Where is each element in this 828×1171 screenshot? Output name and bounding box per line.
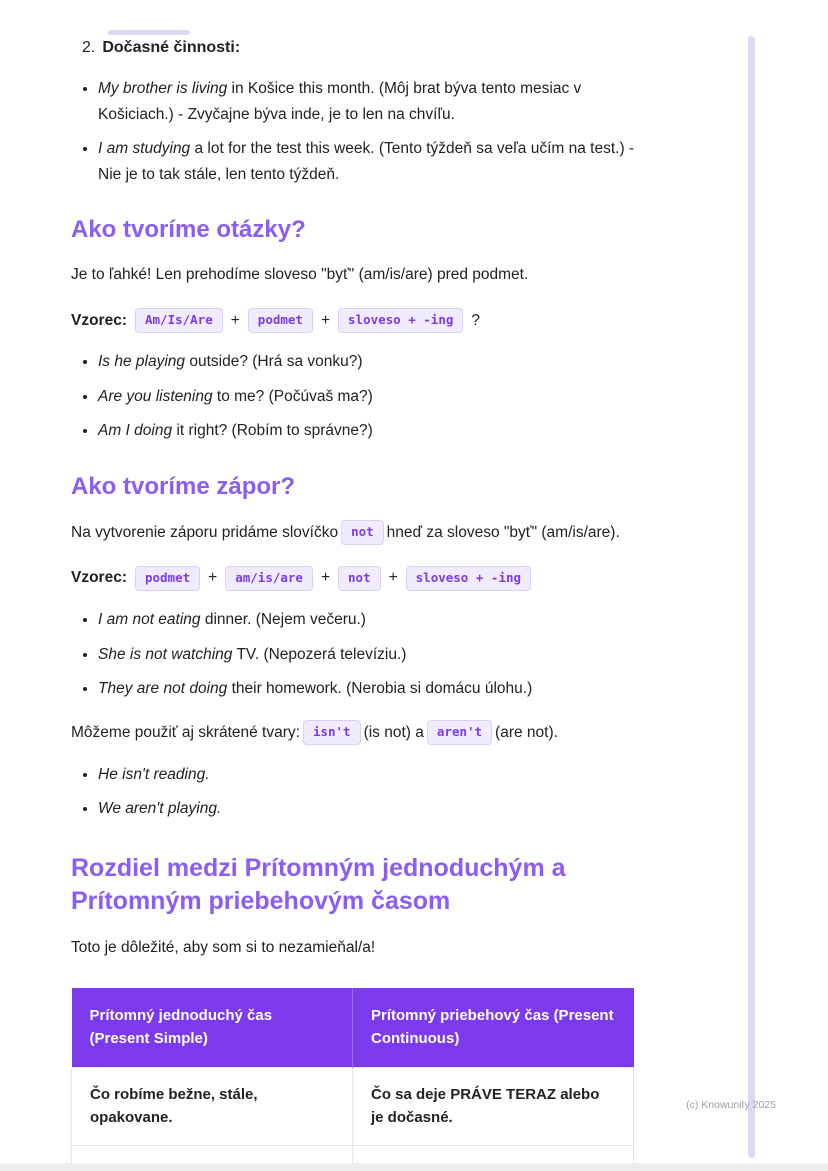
negation-formula-row xyxy=(71,566,640,591)
table-header-cell: Prítomný jednoduchý čas (Present Simple) xyxy=(72,988,353,1068)
example-translation: outside? (Hrá sa vonku?) xyxy=(185,353,363,371)
table-row xyxy=(72,1068,634,1146)
item-title: Dočasné činnosti: xyxy=(102,39,241,56)
list-item xyxy=(98,384,640,410)
example-phrase: Are you listening xyxy=(98,387,213,405)
numbered-list-item xyxy=(71,36,640,60)
example-translation: to me? (Počúvaš ma?) xyxy=(212,387,373,405)
negation-intro-suffix: hneď za sloveso "byť" (am/is/are). xyxy=(386,523,620,541)
temporary-activities-list xyxy=(71,76,640,187)
formula-plus: + xyxy=(320,569,331,587)
list-item xyxy=(98,76,640,127)
formula-chip: am/is/are xyxy=(225,566,313,591)
example-translation: their homework. (Nerobia si domácu úlohu.) xyxy=(227,680,533,698)
short-forms-mid: (is not) a xyxy=(363,723,424,741)
example-translation: in Košice this month. (Môj brat býva tento mesiac v Košiciach.) - Zvyčajne býva inde, je to len na chvíľu. xyxy=(98,80,582,123)
example-translation: it right? (Robím to správne?) xyxy=(172,422,373,440)
section-heading-negation: Ako tvoríme zápor? xyxy=(71,472,296,500)
comparison-note: Toto je dôležité, aby som si to nezamieňal/a! xyxy=(71,938,376,956)
copyright-label: (c) Knowunity 2025 xyxy=(686,1099,776,1111)
negation-examples-list xyxy=(71,607,640,702)
section-heading-questions: Ako tvoríme otázky? xyxy=(71,216,306,244)
list-item xyxy=(98,676,640,702)
inline-chip-isnt: isn't xyxy=(303,720,361,745)
list-item xyxy=(98,642,640,668)
formula-label: Vzorec: xyxy=(71,311,127,329)
comparison-table xyxy=(71,988,634,1171)
example-phrase: My brother is living xyxy=(98,80,228,97)
example-phrase: I am not eating xyxy=(98,611,201,629)
example-translation: dinner. (Nejem večeru.) xyxy=(200,611,366,629)
short-forms-suffix: (are not). xyxy=(495,723,558,741)
formula-suffix: ? xyxy=(471,311,480,329)
example-translation: TV. (Nepozerá televíziu.) xyxy=(232,645,407,663)
formula-label: Vzorec: xyxy=(71,569,127,587)
table-header-cell: Prítomný priebehový čas (Present Continuous) xyxy=(353,988,634,1068)
example-translation: a lot for the test this week. (Tento týždeň sa veľa učím na test.) - Nie je to tak stále, len tento týždeň. xyxy=(98,140,635,183)
formula-chip: podmet xyxy=(135,566,200,591)
document-content xyxy=(71,36,640,1171)
example-phrase: Is he playing xyxy=(98,353,186,371)
example-phrase: She is not watching xyxy=(98,645,233,663)
formula-plus: + xyxy=(320,311,331,329)
formula-plus: + xyxy=(208,569,218,587)
formula-chip: sloveso + -ing xyxy=(338,308,463,333)
negation-intro xyxy=(71,520,640,546)
example-phrase: He isn't reading. xyxy=(98,765,210,783)
question-formula-row xyxy=(71,308,640,333)
formula-chip: Am/Is/Are xyxy=(135,308,223,333)
example-phrase: I am studying xyxy=(98,140,191,158)
formula-chip: not xyxy=(338,566,381,591)
short-forms-prefix: Môžeme použiť aj skrátené tvary: xyxy=(71,723,300,741)
negation-intro-prefix: Na vytvorenie záporu pridáme slovíčko xyxy=(71,523,339,541)
example-phrase: Am I doing xyxy=(98,422,173,440)
list-item xyxy=(98,607,640,633)
page-bottom-divider xyxy=(0,1163,828,1171)
list-item xyxy=(98,796,640,822)
section-heading-comparison: Rozdiel medzi Prítomným jednoduchým a Prítomným priebehovým časom xyxy=(71,853,566,915)
formula-plus: + xyxy=(230,311,240,329)
list-item xyxy=(98,762,640,788)
inline-chip-arent: aren't xyxy=(427,720,492,745)
right-accent-bar xyxy=(748,36,755,1158)
short-forms-examples-list xyxy=(71,762,640,822)
example-phrase: They are not doing xyxy=(98,680,228,698)
list-item xyxy=(98,136,640,187)
table-cell: Čo sa deje PRÁVE TERAZ alebo je dočasné. xyxy=(353,1068,634,1146)
table-cell: Čo robíme bežne, stále, opakovane. xyxy=(72,1068,353,1146)
top-accent-bar xyxy=(108,30,190,35)
formula-chip: sloveso + -ing xyxy=(406,566,531,591)
formula-chip: podmet xyxy=(248,308,313,333)
questions-intro: Je to ľahké! Len prehodíme sloveso "byť" (am/is/are) pred podmet. xyxy=(71,266,529,284)
question-examples-list xyxy=(71,349,640,444)
example-phrase: We aren't playing. xyxy=(98,800,222,818)
short-forms-line xyxy=(71,720,640,746)
formula-plus: + xyxy=(388,569,398,587)
item-number: 2. xyxy=(82,39,96,56)
table-header-row xyxy=(72,988,634,1068)
list-item xyxy=(98,418,640,444)
list-item xyxy=(98,349,640,375)
inline-chip-not: not xyxy=(341,520,384,545)
